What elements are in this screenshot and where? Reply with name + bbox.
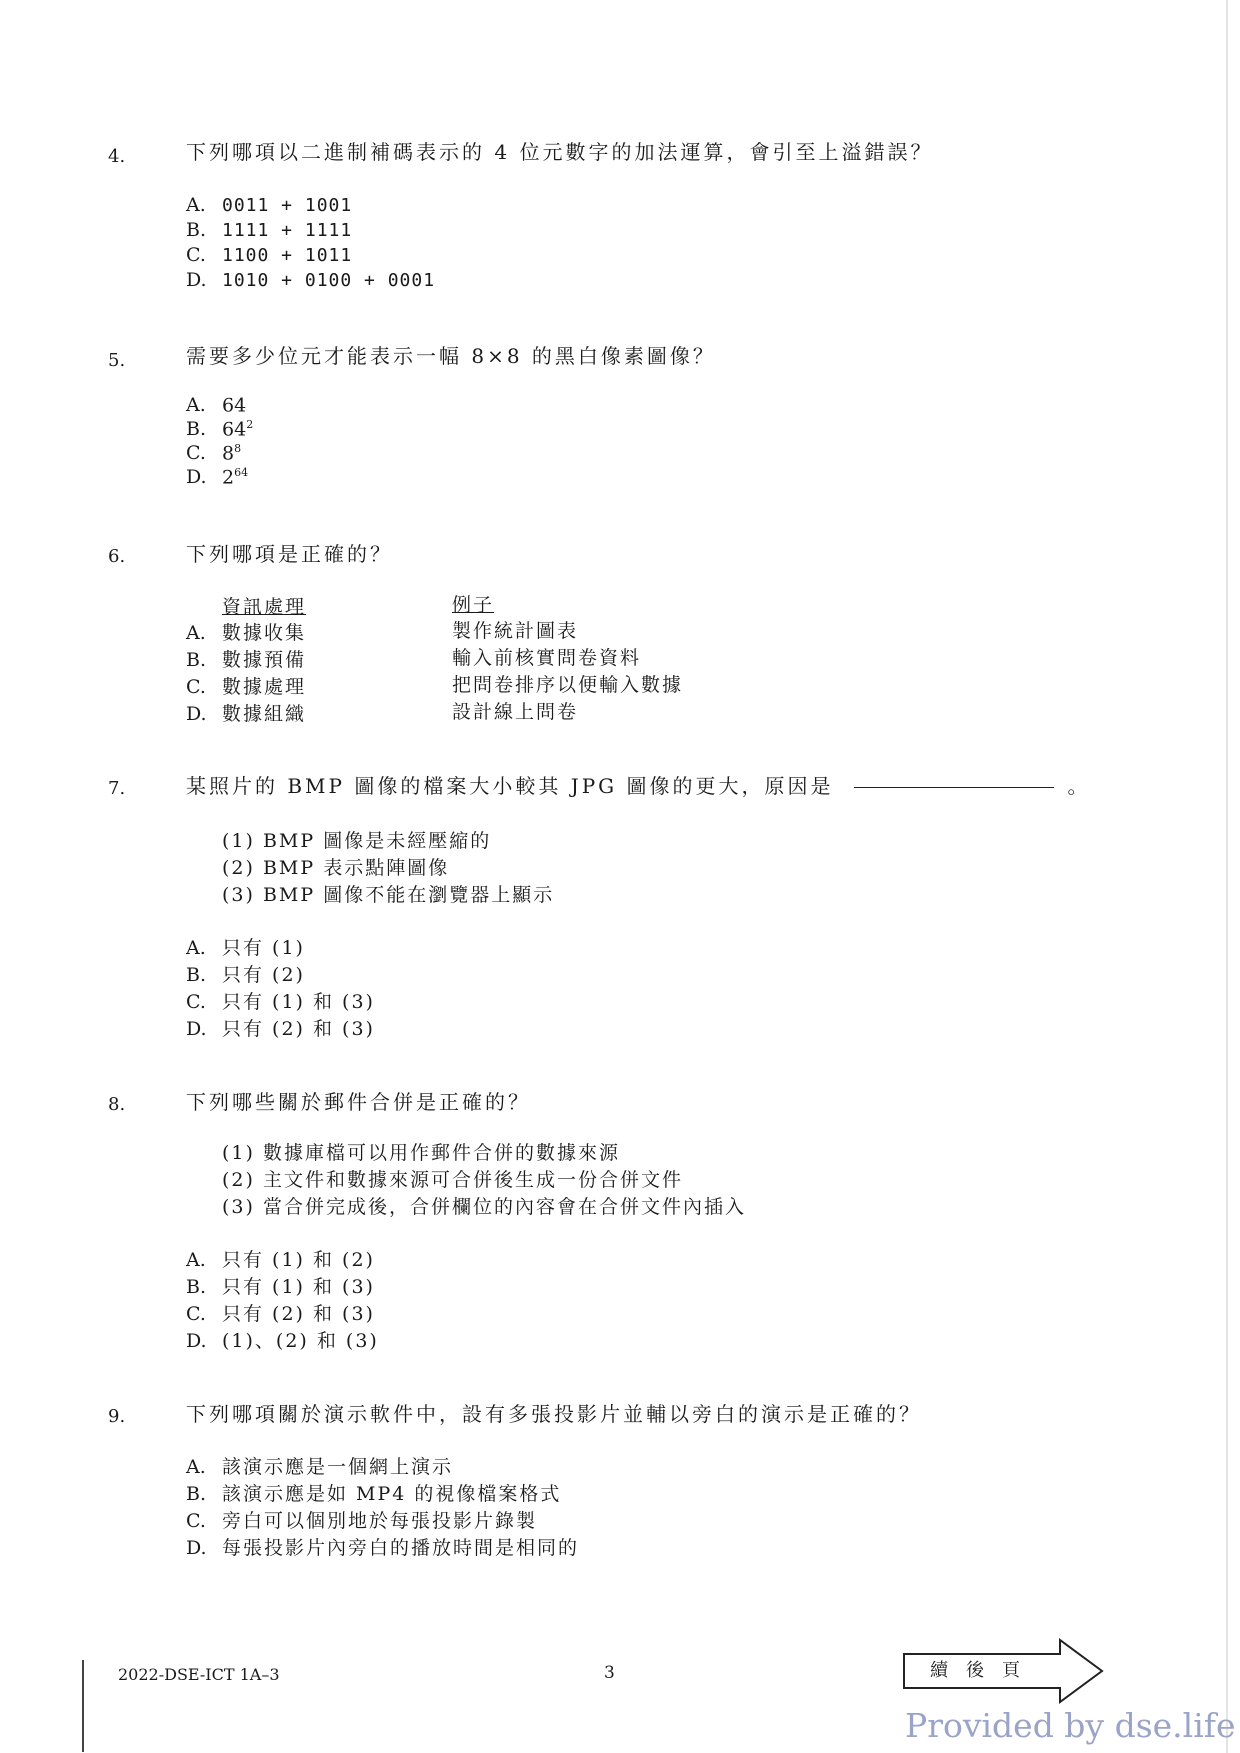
page-number: 3 [604, 1663, 615, 1683]
page-edge-shadow [1226, 0, 1228, 1753]
question-text: 下列哪項關於演示軟件中，設有多張投影片並輔以旁白的演示是正確的？ [186, 1402, 922, 1426]
question-number: 7. [108, 778, 126, 799]
option-d: D. 只有 (2) 和 (3) [186, 1018, 375, 1040]
option-c-example: 把問卷排序以便輸入數據 [452, 674, 684, 696]
option-b: B. 1111 + 1111 [186, 219, 353, 241]
option-b: B. 只有 (1) 和 (3) [186, 1276, 375, 1298]
option-d: D. $2^{64}$ [186, 466, 249, 489]
statement-1: (1) 數據庫檔可以用作郵件合併的數據來源 [222, 1142, 620, 1164]
option-c: C. 只有 (1) 和 (3) [186, 991, 375, 1013]
option-a: A. 0011 + 1001 [186, 194, 353, 216]
continue-label: 續後頁 [930, 1660, 1038, 1681]
paper-code: 2022-DSE-ICT 1A–3 [118, 1665, 280, 1684]
option-c: C. 旁白可以個別地於每張投影片錄製 [186, 1510, 538, 1532]
statement-1: (1) BMP 圖像是未經壓縮的 [222, 830, 492, 852]
option-b-example: 輸入前核實問卷資料 [452, 647, 642, 669]
question-text: 某照片的 BMP 圖像的檔案大小較其 JPG 圖像的更大，原因是 。 [186, 774, 1091, 798]
answer-blank [854, 787, 1054, 788]
question-number: 4. [108, 146, 126, 167]
option-d: D. 每張投影片內旁白的播放時間是相同的 [186, 1537, 580, 1559]
question-text: 下列哪項以二進制補碼表示的 4 位元數字的加法運算，會引至上溢錯誤？ [186, 140, 934, 164]
column-header-example: 例子 [452, 594, 495, 616]
option-c: C. $8^8$ [186, 442, 242, 465]
option-c: C. 只有 (2) 和 (3) [186, 1303, 375, 1325]
watermark: Provided by dse.life [905, 1706, 1236, 1745]
option-a: A. 該演示應是一個網上演示 [186, 1456, 454, 1478]
option-a: A. 數據收集 [186, 622, 307, 644]
option-b: B. 該演示應是如 MP4 的視像檔案格式 [186, 1483, 562, 1505]
question-number: 6. [108, 546, 126, 567]
question-number: 5. [108, 350, 126, 371]
option-a-example: 製作統計圖表 [452, 620, 579, 642]
option-b: B. $64^2$ [186, 418, 254, 441]
option-d: D. (1)、(2) 和 (3) [186, 1330, 379, 1352]
column-header-processing: 資訊處理 [222, 596, 307, 618]
option-b: B. 數據預備 [186, 649, 307, 671]
question-number: 9. [108, 1406, 126, 1427]
option-d-example: 設計線上問卷 [452, 701, 579, 723]
option-c: C. 數據處理 [186, 676, 307, 698]
option-c: C. 1100 + 1011 [186, 244, 353, 266]
option-a: A. 只有 (1) [186, 937, 305, 959]
statement-2: (2) BMP 表示點陣圖像 [222, 857, 450, 879]
scan-margin-mark [82, 1660, 84, 1752]
question-text: 下列哪些關於郵件合併是正確的？ [186, 1090, 531, 1114]
question-text: 需要多少位元才能表示一幅 8×8 的黑白像素圖像？ [186, 344, 716, 368]
option-d: D. 數據組織 [186, 703, 307, 725]
question-text: 下列哪項是正確的？ [186, 542, 393, 566]
statement-2: (2) 主文件和數據來源可合併後生成一份合併文件 [222, 1169, 683, 1191]
statement-3: (3) 當合併完成後，合併欄位的內容會在合併文件內插入 [222, 1196, 746, 1218]
statement-3: (3) BMP 圖像不能在瀏覽器上顯示 [222, 884, 555, 906]
option-b: B. 只有 (2) [186, 964, 305, 986]
option-a: A. 只有 (1) 和 (2) [186, 1249, 375, 1271]
question-number: 8. [108, 1094, 126, 1115]
option-d: D. 1010 + 0100 + 0001 [186, 269, 436, 291]
option-a: A. 64 [186, 394, 247, 417]
